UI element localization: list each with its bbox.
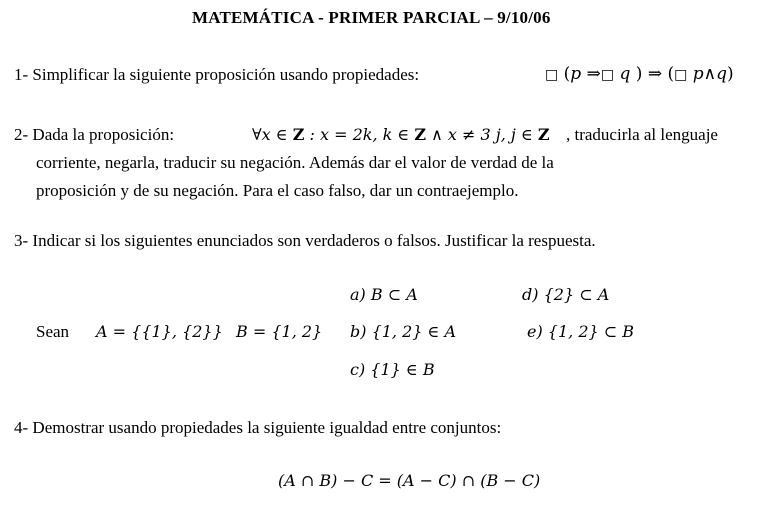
sean-label: Sean bbox=[36, 322, 70, 341]
statement-d: d) {2} ⊂ A bbox=[522, 285, 610, 304]
question-2-line-3: proposición y de su negación. Para el caso falso, dar un contraejemplo. bbox=[36, 181, 519, 200]
question-3-text: 3- Indicar si los siguientes enunciados son verdaderos o falsos. Justificar la respuesta. bbox=[14, 231, 596, 250]
question-2-tail: , traducirla al lenguaje bbox=[566, 125, 718, 144]
question-4-formula: (A ∩ B) − C = (A − C) ∩ (B − C) bbox=[278, 471, 541, 490]
question-4-text: 4- Demostrar usando propiedades la siguiente igualdad entre conjuntos: bbox=[14, 418, 502, 437]
statement-c: c) {1} ∈ B bbox=[350, 360, 435, 379]
question-2-label: 2- Dada la proposición: bbox=[14, 125, 175, 144]
question-2-line-2: corriente, negarla, traducir su negación. Además dar el valor de verdad de la bbox=[36, 153, 554, 172]
question-1-formula: □ (p ⇒□ q ) ⇒ (□ p∧q) bbox=[545, 64, 734, 84]
question-2-formula: ∀x ∈ Z : x = 2k, k ∈ Z ∧ x ≠ 3 j, j ∈ Z bbox=[252, 125, 550, 144]
question-1-text: 1- Simplificar la siguiente proposición usando propiedades: bbox=[14, 65, 420, 84]
set-a-definition: A = {{1}, {2}} bbox=[96, 322, 223, 341]
statement-a: a) B ⊂ A bbox=[350, 285, 418, 304]
statement-b: b) {1, 2} ∈ A bbox=[350, 322, 457, 341]
set-b-definition: B = {1, 2} bbox=[236, 322, 323, 341]
statement-e: e) {1, 2} ⊂ B bbox=[527, 322, 635, 341]
exam-title: MATEMÁTICA - PRIMER PARCIAL – 9/10/06 bbox=[192, 8, 551, 27]
